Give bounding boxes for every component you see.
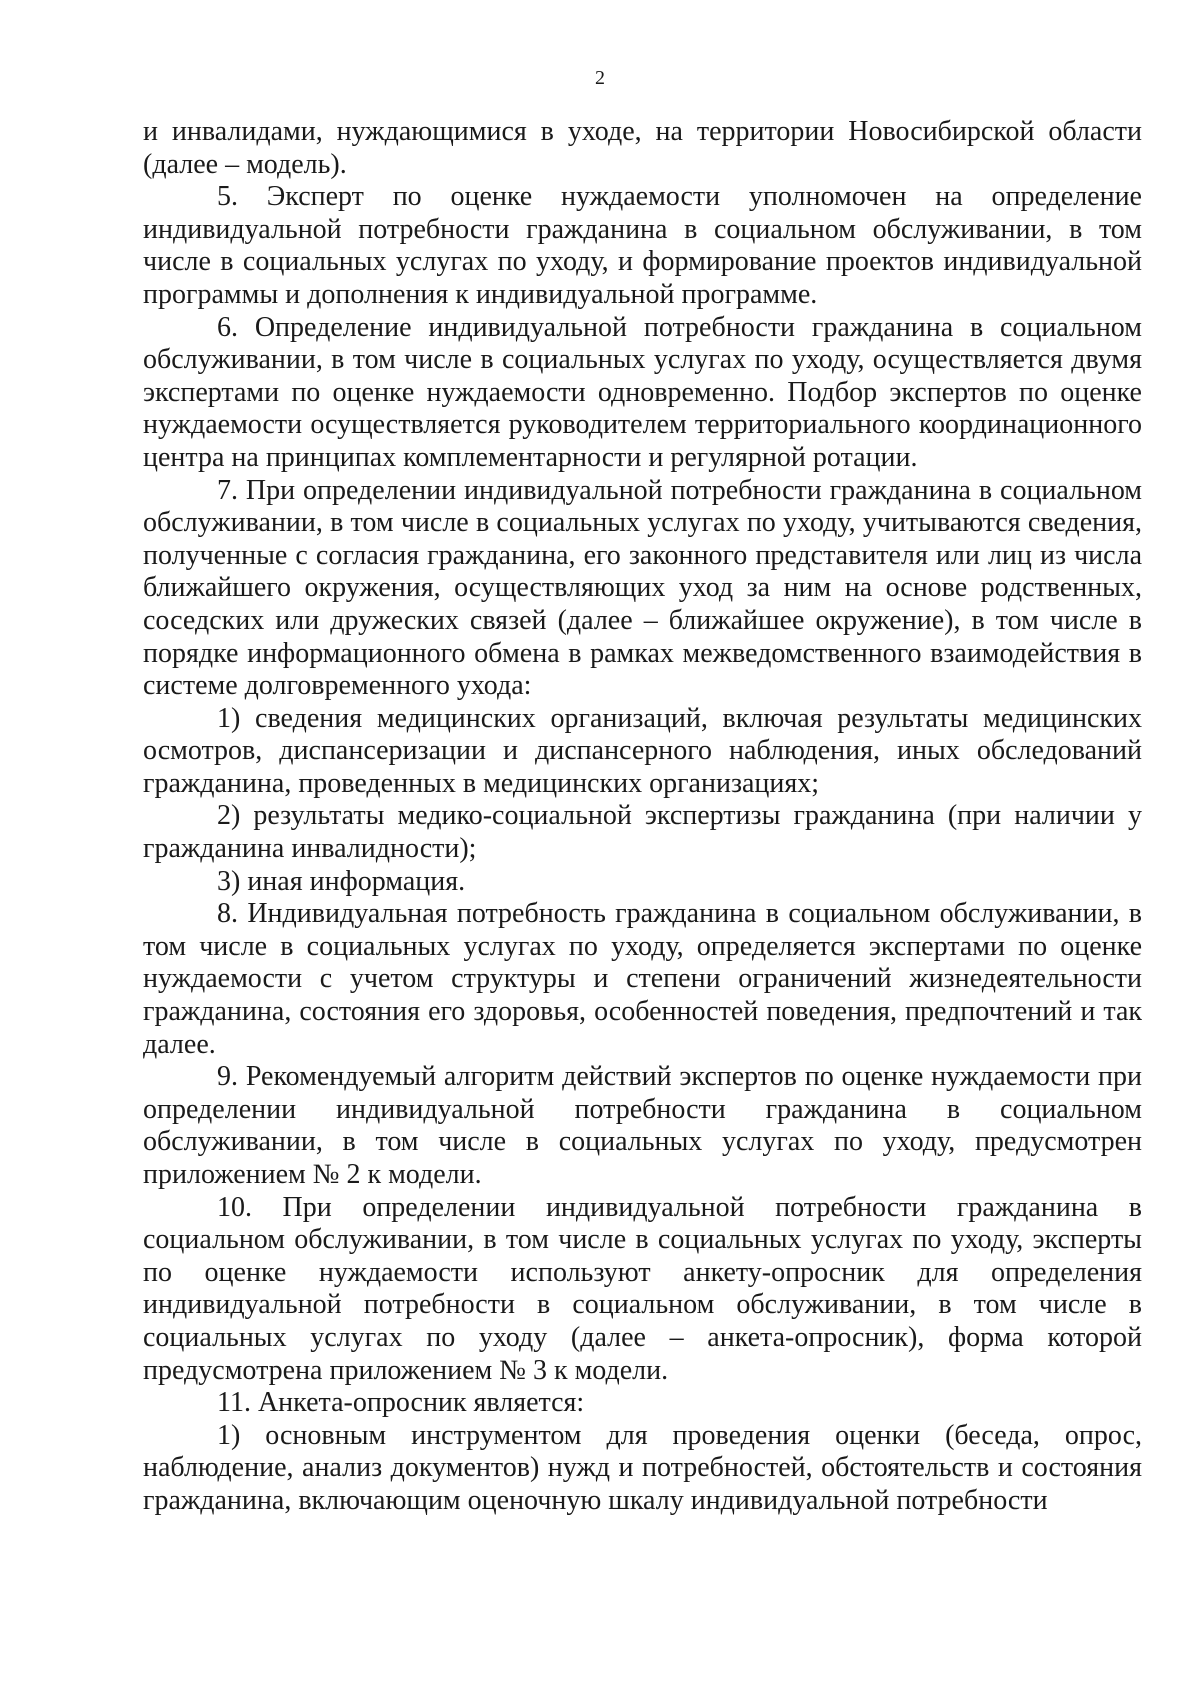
paragraph-item-10: 10. При определении индивидуальной потребности гражданина в социальном обслуживании, в том числе в социальных услугах по уходу, эксперты по оценке нуждаемости используют анкету-опросник для определения индивидуальной потребности в социальном обслуживании, в том числе в социальных услугах по уходу (далее – анкета-опросник), форма которой предусмотрена приложением № 3 к модели. (143, 1191, 1142, 1386)
page-number: 2 (595, 67, 605, 89)
document-body (143, 116, 1142, 1518)
paragraph-item-11: 11. Анкета-опросник является: (217, 1387, 585, 1419)
paragraph-item-7-sub-1: 1) сведения медицинских организаций, включая результаты медицинских осмотров, диспансеризации и диспансерного наблюдения, иных обследований гражданина, проведенных в медицинских организациях; (143, 702, 1142, 799)
paragraph-item-9: 9. Рекомендуемый алгоритм действий экспертов по оценке нуждаемости при определении индивидуальной потребности гражданина в социальном обслуживании, в том числе в социальных услугах по уходу, предусмотрен приложением № 2 к модели. (143, 1061, 1142, 1190)
paragraph-item-7-sub-3: 3) иная информация. (217, 865, 466, 897)
paragraph-item-8: 8. Индивидуальная потребность гражданина в социальном обслуживании, в том числе в социальных услугах по уходу, определяется экспертами по оценке нуждаемости с учетом структуры и степени ограничений жизнедеятельности гражданина, состояния его здоровья, особенностей поведения, предпочтений и так далее. (143, 898, 1142, 1060)
paragraph-item-7: 7. При определении индивидуальной потребности гражданина в социальном обслуживании, в том числе в социальных услугах по уходу, учитываются сведения, полученные с согласия гражданина, его законного представителя или лиц из числа ближайшего окружения, осуществляющих уход за ним на основе родственных, соседских или дружеских связей (далее – ближайшее окружение), в том числе в порядке информационного обмена в рамках межведомственного взаимодействия в системе долговременного ухода: (143, 474, 1142, 702)
paragraph-continuation: и инвалидами, нуждающимися в уходе, на территории Новосибирской области (далее – модель). (143, 116, 1142, 180)
paragraph-item-7-sub-2: 2) результаты медико-социальной экспертизы гражданина (при наличии у гражданина инвалидности); (143, 800, 1142, 865)
paragraph-item-5: 5. Эксперт по оценке нуждаемости уполномочен на определение индивидуальной потребности гражданина в социальном обслуживании, в том числе в социальных услугах по уходу, и формирование проектов индивидуальной программы и дополнения к индивидуальной программе. (143, 181, 1142, 310)
paragraph-item-6: 6. Определение индивидуальной потребности гражданина в социальном обслуживании, в том числе в социальных услугах по уходу, осуществляется двумя экспертами по оценке нуждаемости одновременно. Подбор экспертов по оценке нуждаемости осуществляется руководителем территориального координационного центра на принципах комплементарности и регулярной ротации. (143, 311, 1142, 473)
paragraph-item-11-sub-1: 1) основным инструментом для проведения оценки (беседа, опрос, наблюдение, анализ документов) нужд и потребностей, обстоятельств и состояния гражданина, включающим оценочную шкалу индивидуальной потребности (143, 1419, 1142, 1516)
